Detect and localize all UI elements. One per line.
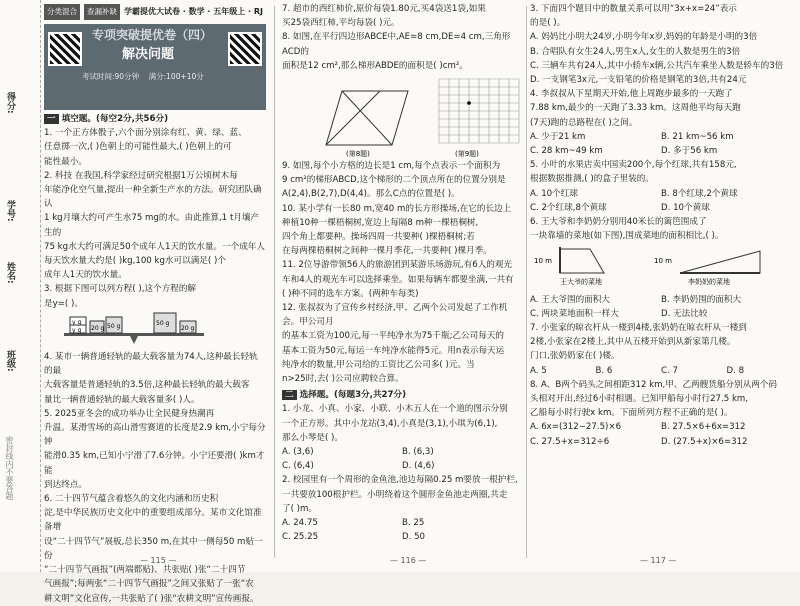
question-line: ( )种不同的选车方案。(两种车每类) — [282, 288, 419, 299]
option[interactable]: B. 李奶奶围的面积大 — [661, 294, 742, 305]
question-line: 8. A、B两个码头之间相距312 km,甲、乙两艘货船分别从两个码 — [530, 379, 777, 390]
option[interactable]: A. 妈妈比小明大24岁,小明今年x岁,妈妈的年龄是小明的3倍 — [530, 32, 758, 43]
option[interactable]: D. 一支钢笔3x元,一支铅笔的价格是钢笔的3倍,共有24元 — [530, 75, 747, 86]
question-line: 买25袋西红柿,平均每袋( )元。 — [282, 18, 400, 29]
question-line: 1 kg月壤大约可产生水75 mg的水。由此推算,1 t月壤产生的 — [44, 213, 260, 238]
grid-point — [467, 101, 471, 105]
question-line: A(2,4),B(2,7),D(4,4)。那么C点的位置是( )。 — [282, 189, 460, 200]
answer-options — [530, 364, 792, 378]
diagonal-line — [342, 91, 392, 145]
option[interactable]: C. 28 km~49 km — [530, 146, 603, 157]
section-heading — [282, 388, 522, 402]
option[interactable]: C. 两块菜地面积一样大 — [530, 308, 619, 319]
question-line: 设“二十四节气”展板,总长350 m,在其中一侧每50 m贴一份 — [44, 536, 263, 561]
option[interactable]: B. 27.5×6+6x=312 — [661, 422, 746, 433]
option[interactable]: A. 24.75 — [282, 518, 318, 529]
name-label: 姓名: — [5, 262, 15, 284]
exam-time: 考试时间:90分钟 — [82, 72, 140, 81]
answer-options — [530, 293, 792, 321]
weight-label: 20 g — [91, 324, 105, 332]
question-line: 根据数据推测,( )的盒子里装的。 — [530, 174, 654, 185]
option[interactable]: C. 7 — [661, 365, 678, 376]
student-id-label: 学号: — [5, 200, 15, 222]
question-line: 能滑0.35 km,已知小宁滑了7.6分钟。小宁还要滑( )km才能 — [44, 451, 265, 476]
section-badge: 一 — [44, 114, 59, 124]
option[interactable]: C. 2个红球,8个黄球 — [530, 202, 607, 213]
answer-options — [282, 445, 522, 473]
question-line: 种植10种一棵梧桐树,宽边上每隔8 m种一棵梧桐树, — [282, 217, 479, 228]
page-number: — 116 — — [390, 556, 427, 565]
question-line: 9. 如图,每个小方格的边长是1 cm,每个点表示一个面积为 — [282, 161, 501, 172]
garden-caption: 李奶奶的菜地 — [688, 278, 730, 287]
question-line: 升温。某滑雪场的高山滑雪赛道的长度是2.9 km,小宁每分钟 — [44, 423, 266, 448]
question-line: 头相对开出,经过6小时相遇。已知甲船每小时行27.5 km, — [530, 394, 749, 405]
length-label: 10 m — [654, 257, 672, 266]
paper-header — [44, 24, 266, 110]
question-line: 4. 某市一辆普通轻轨的最大载客量为74人,这种最长轻轨的最 — [44, 352, 258, 377]
option[interactable]: A. 少于21 km — [530, 131, 586, 142]
question-line: 1. 一个正方体骰子,六个面分别涂有红、黄、绿、蓝、 — [44, 128, 247, 139]
option[interactable]: D. 50 — [402, 532, 426, 543]
page-number: — 115 — — [140, 556, 177, 565]
question-line: 乙船每小时行驶x km。下面所列方程不正确的是( )。 — [530, 408, 733, 419]
qr-code-icon — [228, 32, 262, 66]
question-line: 了( )m。 — [282, 503, 317, 514]
option[interactable]: B. 25 — [402, 518, 425, 529]
full-score: 满分:100+10分 — [148, 72, 204, 81]
question-line: 1. 小龙、小真、小家、小联、小木五人在一个道的图示分别 — [282, 404, 508, 415]
garden-trapezoid — [560, 249, 604, 273]
question-line: 7.88 km,最少的一天跑了3.33 km。这周他平均每天跑 — [530, 103, 741, 114]
question-line: 3. 根据下图可以列方程( ),这个方程的解 — [44, 284, 197, 295]
option[interactable]: B. (6,3) — [402, 447, 434, 458]
exam-info — [82, 70, 204, 84]
seal-line-text: 密封线内不要答题 — [5, 436, 14, 500]
option[interactable]: B. 合唱队有女生24人,男生x人,女生的人数是男生的3倍 — [530, 46, 741, 57]
question-line: 2楼,小张家在2楼上,其中从五楼开始到从新家第几楼。 — [530, 337, 736, 348]
question-line: 成年人1天的饮水量。 — [44, 270, 127, 281]
question-line: 6. 王大爷和李奶奶分别用40米长的篱笆围成了 — [530, 217, 707, 228]
grid-lines — [439, 79, 519, 143]
question-line: 75 kg水大约可满足50个成年人1天的饮水量。一个成年人 — [44, 241, 265, 252]
answer-options — [530, 130, 792, 158]
question-line: 7. 小张家的晾衣杆从一楼到4楼,张奶奶在晾衣杆从一楼到 — [530, 323, 747, 334]
question-line: 4. 李叔叔从下星期天开始,他上周跑步最多的一天跑了 — [530, 89, 733, 100]
question-line: 5. 小叶的水果店卖中国卖200个,每个红球,共有158元, — [530, 160, 737, 171]
class-label: 班级: — [5, 350, 15, 372]
option[interactable]: A. 10个红球 — [530, 188, 578, 199]
option[interactable]: A. 6x=(312−27.5)×6 — [530, 422, 622, 433]
question-line: 2. 科技 在我国,科学家经过研究根据1万公顷树木每 — [44, 170, 238, 181]
tag-mixed: 分类混合 — [44, 4, 80, 20]
garden-caption: 王大爷的菜地 — [560, 278, 602, 287]
question-line: 9 cm²的梯形ABCD,这个梯形的二个顶点所在的位置分别是 — [282, 175, 506, 186]
score-label: 得分: — [5, 92, 15, 114]
question-line: 基本工资为50元,每运一车纯净水能得5元。用n表示每天运 — [282, 345, 505, 356]
question-line: 8. 如图,在平行四边形ABCE中,AE=8 cm,DE=4 cm,三角形ACD的 — [282, 32, 511, 57]
question-line: 面积是12 cm²,那么梯形ABDE的面积是( )cm²。 — [282, 60, 468, 71]
option[interactable]: D. 10个黄球 — [661, 202, 710, 213]
series-banner — [44, 2, 266, 22]
question-line: 四个角上都要种。操场四周一共要种( )棵梧桐树;若 — [282, 232, 475, 243]
question-line: (7天)跑的总路程在( )之间。 — [530, 117, 638, 128]
option[interactable]: C. 27.5+x=312÷6 — [530, 436, 610, 447]
section-badge: 二 — [282, 390, 297, 400]
question-line: 到达终点。 — [44, 479, 87, 490]
figure-caption: (第8题) — [346, 150, 370, 159]
qr-code-icon — [48, 32, 82, 66]
page-number: — 117 — — [640, 556, 677, 565]
option[interactable]: D. (27.5+x)×6=312 — [661, 436, 748, 447]
section-title: 选择题。(每题3分,共27分) — [299, 390, 407, 401]
binding-margin — [0, 0, 41, 572]
question-line: 车和4人的观光车可以选择乘坐。如果每辆车都要坐满,一共有 — [282, 274, 514, 285]
column-1 — [44, 2, 266, 606]
balance-scale-figure — [44, 311, 244, 345]
garden-figure — [530, 243, 780, 287]
question-line: “二十四节气画报”(两端都贴)、共张贴( )张“二十四节 — [44, 565, 246, 576]
option[interactable]: C. 三辆车共有24人,其中小轿车x辆,公共汽车乘坐人数是轿车的3倍 — [530, 60, 784, 71]
question-line: 6. 二十四节气蕴含着悠久的文化内涵和历史积 — [44, 494, 219, 505]
option[interactable]: A. (3,6) — [282, 447, 314, 458]
answer-options — [530, 420, 792, 448]
figure-caption: (第9题) — [454, 150, 479, 159]
question-line: 一块靠墙的菜地(如下图),围成菜地的面积相比,( )。 — [530, 231, 724, 242]
garden-triangle — [680, 251, 760, 273]
section-title: 填空题。(每空2分,共56分) — [61, 114, 169, 124]
figures-row — [282, 73, 522, 159]
section-heading — [44, 112, 266, 126]
question-line: 淀,是中华民族历史文化中的重要组成部分。某市文化馆准备增 — [44, 508, 262, 533]
question-line: 2. 校园里有一个周形的金鱼池,池边每隔0.25 m要放一根护栏, — [282, 475, 518, 486]
option[interactable]: A. 5 — [530, 365, 547, 376]
paper-subtitle: 解决问题 — [122, 47, 175, 62]
question-line: 纯净水的数量,甲公司给的工资比乙公司多( )元。当 — [282, 359, 475, 370]
question-line: 那么小琴是( )。 — [282, 432, 343, 443]
column-divider — [526, 6, 527, 558]
question-line: 3. 下面四个题目中的数量关系可以用“3x+x=24”表示 — [530, 4, 737, 14]
answer-options — [530, 187, 792, 215]
question-line: n>25时,去( )公司应聘较合算。 — [282, 374, 404, 385]
series-title: 学霸提优大试卷 · 数学 · 五年级上 · RJ — [124, 6, 263, 16]
tag-review: 查漏补缺 — [84, 4, 120, 20]
weight-label: 20 g — [181, 324, 195, 332]
question-line: 气画报”;每两张“二十四节气画报”之间又张贴了一张“农 — [44, 579, 254, 590]
option[interactable]: D. 8 — [726, 365, 745, 376]
column-3 — [530, 2, 792, 449]
option[interactable]: D. 多于56 km — [661, 146, 718, 157]
question-lines — [44, 126, 266, 606]
question-line: 耕文明”文化宣传,一共张贴了( )张“农耕文明”宣传画报。 — [44, 593, 259, 604]
question-line: 一个正方形。其中小龙站(3,4),小真是(3,1),小琪为(6,1), — [282, 418, 498, 429]
question-line: 是y=( )。 — [44, 298, 83, 309]
question-line: 每天饮水量大约是( )kg,100 kg水可以满足( )个 — [44, 256, 226, 267]
grid-figure — [433, 75, 522, 159]
weight-label: 50 g — [107, 322, 121, 330]
option[interactable]: D. 无法比较 — [661, 308, 708, 319]
question-line: 11. 2位导游带领56人的旅游团到某游乐场游玩,有6人的观光 — [282, 260, 513, 271]
question-line: 的是( )。 — [530, 18, 566, 29]
option[interactable]: B. 21 km~56 km — [661, 131, 734, 142]
question-line: 5. 2025亚冬会的成功举办让全民健身热潮再 — [44, 408, 215, 419]
weight-label: 50 g — [156, 319, 170, 327]
question-line: 在每两棵梧桐树之间种一棵月季花,一共要种( )棵月季。 — [282, 246, 492, 257]
column-divider — [274, 6, 275, 558]
option[interactable]: C. 25.25 — [282, 532, 319, 543]
question-line: 12. 张叔叔为了宣传乡村经济,甲、乙两个公司发起了工作机会。甲公司月 — [282, 303, 508, 328]
question-line: 量比一辆普通轻轨的最大载客量多( )人。 — [44, 394, 200, 405]
option[interactable]: C. (6,4) — [282, 461, 314, 472]
question-line: 7. 超市的西红柿价,原价每袋1.80元,买4袋送1袋,如果 — [282, 4, 486, 14]
answer-options — [282, 516, 522, 544]
column-2 — [282, 2, 522, 545]
paper-title: 专项突破提优卷（四） — [92, 28, 213, 42]
question-line: 的基本工资为100元,每一平纯净水为75千瓶;乙公司每天的 — [282, 331, 505, 342]
option[interactable]: A. 王大爷围的面积大 — [530, 294, 610, 305]
question-line: 一共要放100根护栏。小明绕着这个圆形金鱼池走两圈,共走 — [282, 489, 508, 500]
option[interactable]: B. 8个红球,2个黄球 — [661, 188, 738, 199]
question-line: 大载客量是普通轻轨的3.5倍,这种最长轻轨的最大载客 — [44, 380, 250, 391]
question-line: 门口,张奶奶家在( )楼。 — [530, 351, 620, 362]
weight-label: y g — [72, 318, 82, 326]
question-line: 10. 某小学有一长80 m,宽40 m的长方形操场,在它的长边上 — [282, 203, 512, 214]
question-line: 年能净化空气量,提出一种全新生产水的方法。研究团队确认 — [44, 185, 262, 210]
question-line: 任意掷一次,( )色朝上的可能性最大,( )色朝上的可 — [44, 142, 232, 153]
weight-label: y g — [72, 326, 82, 334]
length-label: 10 m — [534, 257, 552, 266]
option[interactable]: D. (4,6) — [402, 461, 435, 472]
option[interactable]: B. 6 — [595, 365, 613, 376]
parallelogram-figure — [322, 83, 413, 159]
question-line: 能性最小。 — [44, 156, 87, 167]
scale-pivot — [130, 336, 138, 344]
